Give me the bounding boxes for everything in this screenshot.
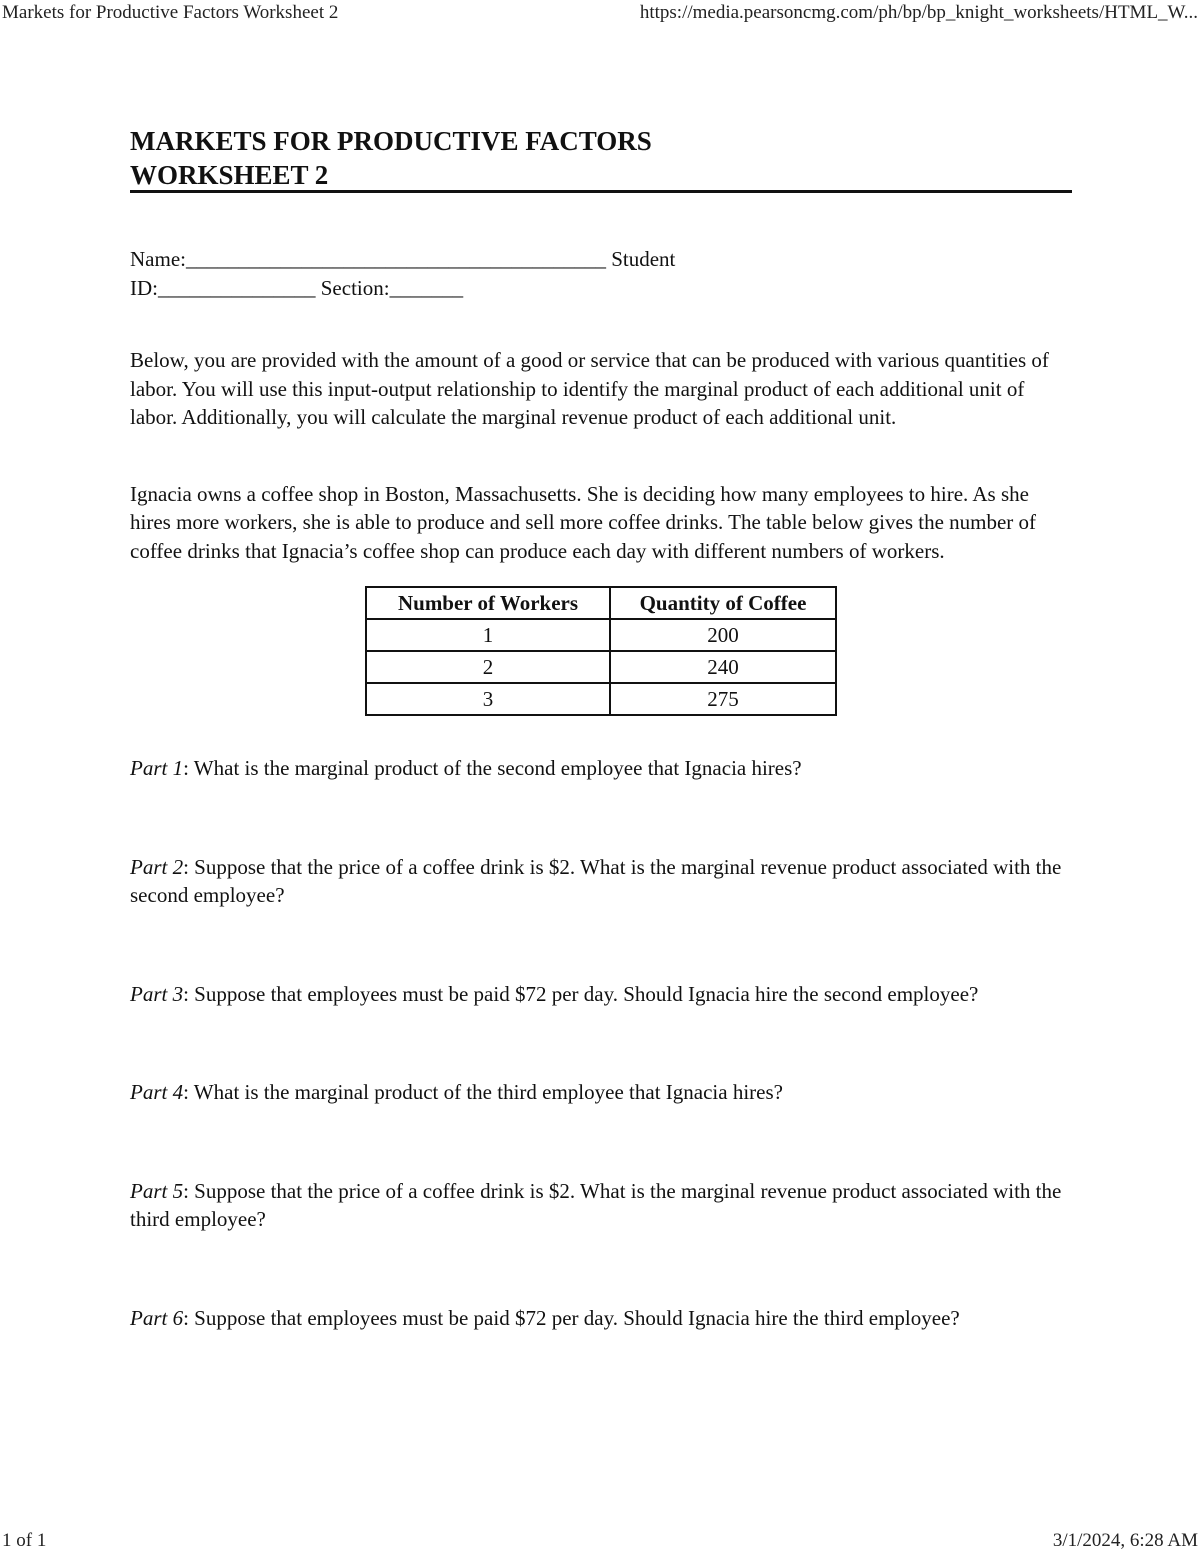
quantity-cell: 200 <box>610 619 836 651</box>
question-text: : Suppose that the price of a coffee drink is $2. What is the marginal revenue product associated with the third employee? <box>130 1178 1062 1231</box>
part-label: Part 4 <box>130 1080 184 1104</box>
question-part-4 <box>130 1078 1072 1107</box>
question-text: : Suppose that employees must be paid $72 per day. Should Ignacia hire the second employee? <box>183 981 979 1006</box>
worksheet-page <box>130 124 1072 1332</box>
intro-paragraph: Below, you are provided with the amount of a good or service that can be produced with various quantities of labor. You will use this input-output relationship to identify the marginal product of each additional unit of labor. Additionally, you will calculate the marginal revenue product of each additional unit. <box>130 348 1049 429</box>
question-part-2 <box>130 853 1072 910</box>
scenario-paragraph: Ignacia owns a coffee shop in Boston, Massachusetts. She is deciding how many employees to hire. As she hires more workers, she is able to produce and sell more coffee drinks. The table below gives the number of coffee drinks that Ignacia’s coffee shop can produce each day with different numbers of workers. <box>130 481 1037 563</box>
student-info-line: Name:________________________________________ Student ID:_______________ Section:_______ <box>130 247 676 300</box>
part-label: Part 6 <box>130 1305 184 1330</box>
quantity-cell: 240 <box>610 651 836 683</box>
header-quantity-of-coffee: Quantity of Coffee <box>610 587 836 619</box>
part-label: Part 1 <box>130 756 184 780</box>
question-text: : What is the marginal product of the second employee that Ignacia hires? <box>183 756 802 780</box>
workers-cell: 2 <box>366 651 610 683</box>
question-part-3 <box>130 980 1072 1009</box>
question-part-5 <box>130 1177 1072 1234</box>
print-timestamp: 3/1/2024, 6:28 AM <box>1052 1530 1198 1551</box>
page-count: 1 of 1 <box>2 1530 47 1551</box>
print-footer <box>0 1530 1200 1554</box>
worksheet-title <box>130 124 1072 193</box>
question-part-6 <box>130 1304 1072 1333</box>
title-line-1: MARKETS FOR PRODUCTIVE FACTORS <box>130 126 652 156</box>
quantity-cell: 275 <box>610 683 836 715</box>
table-row <box>366 683 836 715</box>
production-table <box>365 586 837 716</box>
print-header-url: https://media.pearsoncmg.com/ph/bp/bp_knight_worksheets/HTML_W... <box>639 2 1198 23</box>
table-row <box>366 619 836 651</box>
table-header-row <box>366 587 836 619</box>
part-label: Part 5 <box>130 1178 184 1203</box>
title-line-2: WORKSHEET 2 <box>130 160 329 190</box>
table-row <box>366 651 836 683</box>
print-header <box>0 2 1200 26</box>
question-text: : Suppose that the price of a coffee drink is $2. What is the marginal revenue product associated with the second employee? <box>130 854 1062 907</box>
question-part-1 <box>130 754 1072 783</box>
workers-cell: 3 <box>366 683 610 715</box>
print-header-title: Markets for Productive Factors Worksheet 2 <box>2 2 339 23</box>
part-label: Part 3 <box>130 981 184 1006</box>
part-label: Part 2 <box>130 854 184 879</box>
question-text: : What is the marginal product of the third employee that Ignacia hires? <box>183 1080 783 1104</box>
workers-cell: 1 <box>366 619 610 651</box>
header-number-of-workers: Number of Workers <box>366 587 610 619</box>
question-text: : Suppose that employees must be paid $72 per day. Should Ignacia hire the third employee? <box>183 1305 960 1330</box>
